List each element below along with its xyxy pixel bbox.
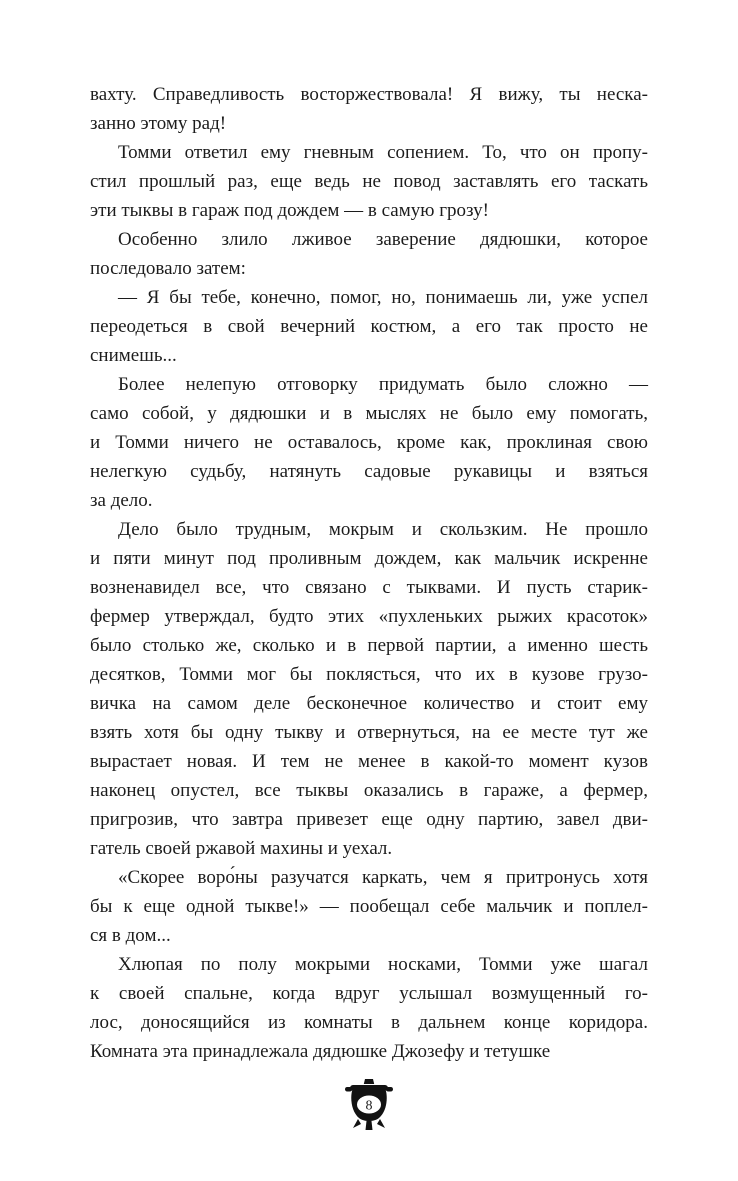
text-line: вичка на самом деле бесконечное количество и стоит ему: [90, 693, 648, 714]
text-line: Комната эта принадлежала дядюшке Джозефу и тетушке: [90, 1041, 551, 1062]
cauldron-foot-right: [377, 1119, 385, 1128]
page-footer: [0, 1078, 738, 1132]
text-line: вахту. Справедливость восторжествовала! Я вижу, ты неска-: [90, 84, 648, 105]
text-line: Томми ответил ему гневным сопением. То, что он пропу-: [118, 142, 648, 163]
text-line: стил прошлый раз, еще ведь не повод заставлять его таскать: [90, 171, 648, 192]
cauldron-foot-middle: [366, 1121, 373, 1130]
paragraph: [90, 863, 648, 950]
text-line: — Я бы тебе, конечно, помог, но, понимаешь ли, уже успел: [118, 287, 648, 308]
text-line: наконец опустел, все тыквы оказались в гараже, а фермер,: [90, 780, 648, 801]
text-line: за дело.: [90, 490, 153, 511]
text-line: само собой, у дядюшки и в мыслях не было ему помогать,: [90, 403, 648, 424]
text-line: нелегкую судьбу, натянуть садовые рукавицы и взяться: [90, 461, 648, 482]
cauldron-icon: [344, 1078, 394, 1132]
text-line: пригрозив, что завтра привезет еще одну партию, завел дви-: [90, 809, 648, 830]
paragraph: [90, 225, 648, 283]
cauldron-lid-knob: [364, 1079, 374, 1084]
text-line: бы к еще одной тыкве!» — пообещал себе мальчик и поплел-: [90, 896, 648, 917]
text-line: ся в дом...: [90, 925, 171, 946]
text-line: снимешь...: [90, 345, 177, 366]
paragraph: [90, 370, 648, 515]
text-line: «Скорее воро́ны разучатся каркать, чем я притронусь хотя: [118, 867, 648, 888]
text-line: возненавидел все, что связано с тыквами. И пусть старик-: [90, 577, 648, 598]
text-line: переодеться в свой вечерний костюм, а его так просто не: [90, 316, 648, 337]
text-line: Хлюпая по полу мокрыми носками, Томми уже шагал: [118, 954, 648, 975]
text-line: и пяти минут под проливным дождем, как мальчик искренне: [90, 548, 648, 569]
page-text: [90, 80, 648, 1066]
text-line: Более нелепую отговорку придумать было сложно —: [118, 374, 648, 395]
paragraph: [90, 515, 648, 863]
text-line: гатель своей ржавой махины и уехал.: [90, 838, 393, 859]
page-number: 8: [365, 1098, 373, 1114]
text-line: Дело было трудным, мокрым и скользким. Не прошло: [118, 519, 648, 540]
text-line: эти тыквы в гараж под дождем — в самую грозу!: [90, 200, 489, 221]
paragraph: [90, 283, 648, 370]
text-line: к своей спальне, когда вдруг услышал возмущенный го-: [90, 983, 648, 1004]
text-line: и Томми ничего не оставалось, кроме как, проклиная свою: [90, 432, 648, 453]
text-line: лос, доносящийся из комнаты в дальнем конце коридора.: [90, 1012, 648, 1033]
text-line: последовало затем:: [90, 258, 246, 279]
paragraph: [90, 950, 648, 1066]
paragraph: [90, 80, 648, 138]
cauldron-rim: [350, 1085, 388, 1091]
cauldron-handle-right: [386, 1087, 393, 1092]
text-line: десятков, Томми мог бы поклясться, что их в кузове грузо-: [90, 664, 648, 685]
text-line: вырастает новая. И тем не менее в какой-то момент кузов: [90, 751, 648, 772]
text-line: было столько же, сколько и в первой партии, а именно шесть: [90, 635, 648, 656]
paragraph: [90, 138, 648, 225]
text-line: фермер утверждал, будто этих «пухленьких рыжих красоток»: [90, 606, 648, 627]
cauldron-foot-left: [353, 1119, 361, 1128]
text-line: занно этому рад!: [90, 113, 227, 134]
text-line: взять хотя бы одну тыкву и отвернуться, на ее месте тут же: [90, 722, 648, 743]
text-line: Особенно злило лживое заверение дядюшки, которое: [118, 229, 648, 250]
cauldron-handle-left: [345, 1087, 352, 1092]
